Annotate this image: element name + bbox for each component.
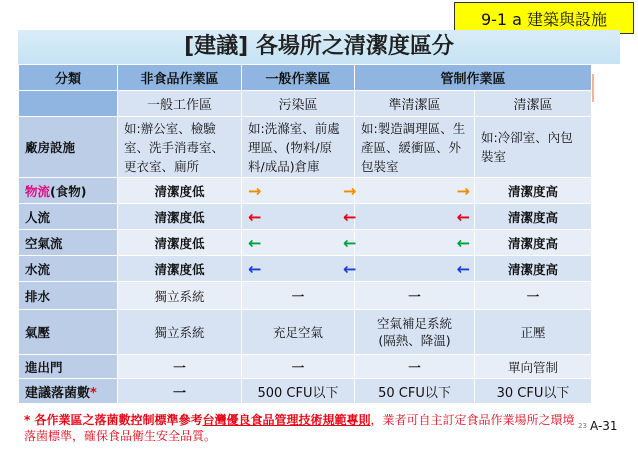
table-cell xyxy=(242,178,355,204)
arrow-left-icon: ← xyxy=(343,207,357,226)
row-label-main: 物流 xyxy=(25,183,51,199)
table-cell xyxy=(242,256,355,282)
table-row-water-flow xyxy=(19,256,592,282)
table-cell xyxy=(242,230,355,256)
slide-id: A-31 xyxy=(590,419,618,433)
footnote-reference-link: 台灣優良食品管理技術規範專則 xyxy=(202,413,371,427)
table-cell: 一 xyxy=(355,355,475,379)
table-row-people-flow xyxy=(19,204,592,230)
header-controlled-zone: 管制作業區 xyxy=(355,65,592,91)
table-cell xyxy=(343,230,475,256)
arrow-right-icon: → xyxy=(343,181,357,200)
footnote-marker: * xyxy=(90,385,97,401)
header-semi-clean-area: 準清潔區 xyxy=(355,91,475,117)
page-number: 23 xyxy=(578,422,587,430)
header-category: 分類 xyxy=(19,65,118,91)
table-cell xyxy=(343,256,475,282)
arrow-left-icon: ← xyxy=(248,259,262,278)
table-cell: 500 CFU以下 xyxy=(242,379,355,404)
row-label-sub: (食物) xyxy=(50,183,87,199)
table-cell: 一 xyxy=(242,282,355,310)
footnote-part2: ，業者可自主訂定食品作業場所之環境落菌標準，確保食品衛生安全品質。 xyxy=(24,413,575,443)
header-row-zones xyxy=(19,65,592,91)
row-label: 排水 xyxy=(19,282,118,310)
header-row-areas xyxy=(19,91,592,117)
row-label: 人流 xyxy=(19,204,118,230)
header-general-zone: 一般作業區 xyxy=(242,65,355,91)
page-title: [建議] 各場所之清潔度區分 xyxy=(184,34,454,59)
row-label: 氣壓 xyxy=(19,310,118,355)
footnote-star: * xyxy=(24,413,35,427)
arrow-left-icon: ← xyxy=(456,207,470,226)
table-row-material-flow xyxy=(19,178,592,204)
section-badge: 9-1 a 建築與設施 xyxy=(454,2,634,34)
table-cell: 清潔度高 xyxy=(475,204,592,230)
row-label-text: 建議落菌數 xyxy=(25,385,91,401)
table-cell: 清潔度低 xyxy=(118,178,242,204)
row-label xyxy=(19,379,118,404)
table-cell: 清潔度高 xyxy=(475,230,592,256)
table-cell: 清潔度低 xyxy=(118,204,242,230)
cleanliness-table xyxy=(18,64,592,404)
arrow-left-icon: ← xyxy=(456,233,470,252)
table-cell xyxy=(343,204,475,230)
header-empty xyxy=(19,91,118,117)
arrow-left-icon: ← xyxy=(248,207,262,226)
row-label: 水流 xyxy=(19,256,118,282)
table-cell: 一 xyxy=(475,282,592,310)
row-label: 空氣流 xyxy=(19,230,118,256)
table-cell: 正壓 xyxy=(475,310,592,355)
table-row-bacteria-count xyxy=(19,379,592,404)
arrow-left-icon: ← xyxy=(456,259,470,278)
table-cell: 50 CFU以下 xyxy=(355,379,475,404)
row-label: 廠房設施 xyxy=(19,117,118,178)
table-row-drainage xyxy=(19,282,592,310)
table-cell: 如:製造調理區、生產區、緩衝區、外包裝室 xyxy=(355,117,475,178)
table-cell: 一 xyxy=(355,282,475,310)
table-cell: 一 xyxy=(242,355,355,379)
table-cell xyxy=(242,204,355,230)
table-cell: 如:冷卻室、內包裝室 xyxy=(475,117,592,178)
table-cell: 一 xyxy=(118,379,242,404)
header-clean-area: 清潔區 xyxy=(475,91,592,117)
table-row-air-flow xyxy=(19,230,592,256)
table-cell xyxy=(343,178,475,204)
arrow-right-icon: → xyxy=(248,181,262,200)
footnote xyxy=(24,412,584,444)
table-row-air-pressure xyxy=(19,310,592,355)
table-cell: 空氣補足系統 (隔熱、降溫) xyxy=(355,310,475,355)
header-non-food-zone: 非食品作業區 xyxy=(118,65,242,91)
arrow-left-icon: ← xyxy=(248,233,262,252)
table-row-entrance xyxy=(19,355,592,379)
header-general-work-area: 一般工作區 xyxy=(118,91,242,117)
row-label: 進出門 xyxy=(19,355,118,379)
table-cell: 如:洗滌室、前處理區、(物料/原料/成品)倉庫 xyxy=(242,117,355,178)
arrow-right-icon: → xyxy=(456,181,470,200)
arrow-left-icon: ← xyxy=(343,259,357,278)
table-cell: 30 CFU以下 xyxy=(475,379,592,404)
footnote-part1: 各作業區之落菌數控制標準參考 xyxy=(34,413,203,427)
row-label xyxy=(19,178,118,204)
table-cell: 一 xyxy=(118,355,242,379)
header-contaminated-area: 污染區 xyxy=(242,91,355,117)
table-cell: 清潔度高 xyxy=(475,256,592,282)
table-cell: 單向管制 xyxy=(475,355,592,379)
table-cell: 清潔度低 xyxy=(118,230,242,256)
table-cell: 清潔度低 xyxy=(118,256,242,282)
arrow-left-icon: ← xyxy=(343,233,357,252)
table-cell: 獨立系統 xyxy=(118,310,242,355)
table-cell: 充足空氣 xyxy=(242,310,355,355)
table-row-facilities xyxy=(19,117,592,178)
table-cell: 如:辦公室、檢驗室、洗手消毒室、更衣室、廁所 xyxy=(118,117,242,178)
table-cell: 獨立系統 xyxy=(118,282,242,310)
table-cell: 清潔度高 xyxy=(475,178,592,204)
